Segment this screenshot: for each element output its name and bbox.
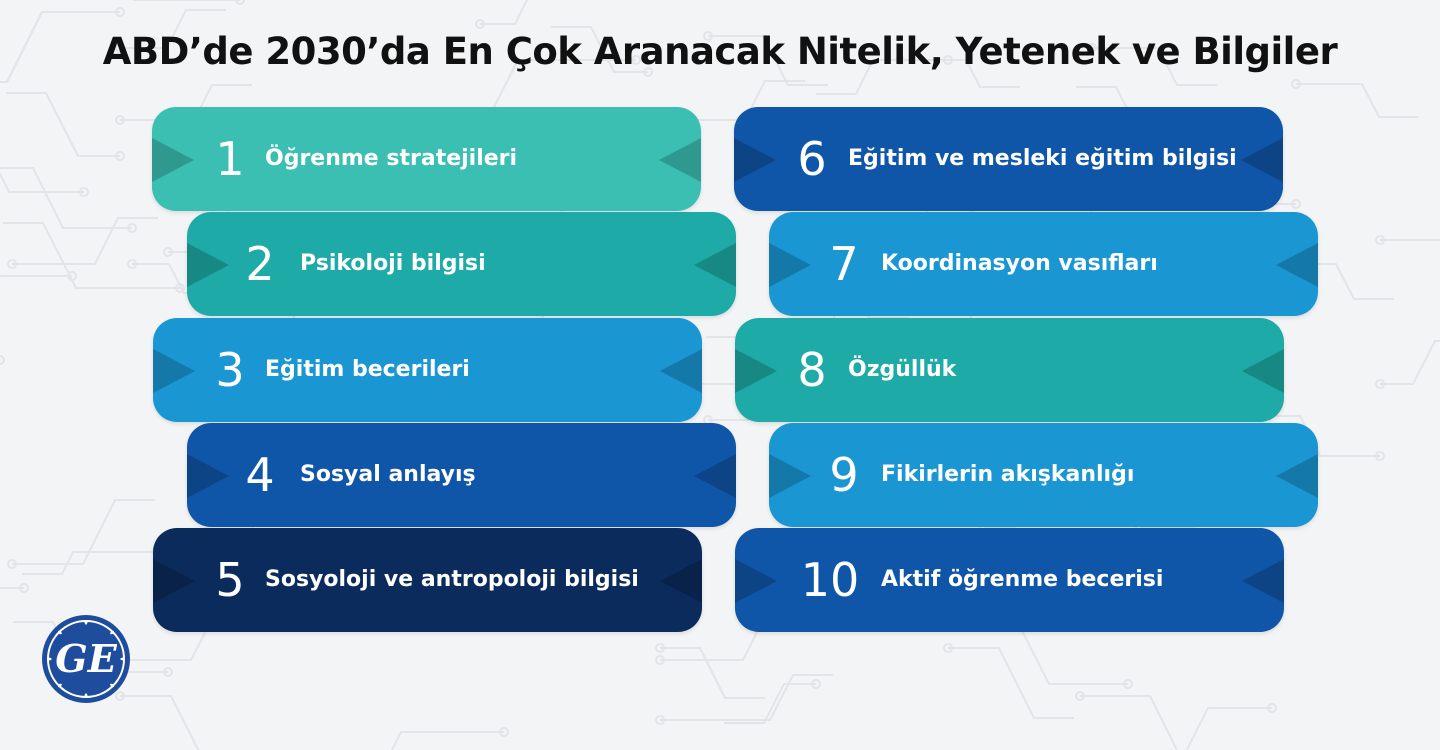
- item-label: Psikoloji bilgisi: [300, 251, 486, 276]
- arrow-right-icon: [1242, 349, 1284, 393]
- skill-card-10: [735, 528, 1284, 632]
- skill-card-1: [152, 107, 701, 211]
- item-number: 6: [797, 132, 827, 186]
- item-number: 5: [215, 553, 245, 607]
- item-label: Eğitim ve mesleki eğitim bilgisi: [848, 146, 1237, 171]
- item-number: 3: [215, 343, 245, 397]
- item-label: Özgüllük: [848, 357, 957, 382]
- item-number: 2: [245, 237, 275, 291]
- item-number: 7: [829, 237, 859, 291]
- arrow-left-icon: [153, 349, 195, 393]
- arrow-left-icon: [187, 454, 229, 498]
- arrow-left-icon: [734, 138, 776, 182]
- arrow-left-icon: [152, 138, 194, 182]
- skill-card-8: [735, 318, 1284, 422]
- svg-text:GE: GE: [55, 636, 117, 681]
- skill-card-5: [153, 528, 702, 632]
- item-number: 9: [829, 448, 859, 502]
- arrow-left-icon: [735, 559, 777, 603]
- arrow-left-icon: [153, 559, 195, 603]
- item-label: Aktif öğrenme becerisi: [881, 567, 1164, 592]
- item-label: Sosyal anlayış: [300, 462, 476, 487]
- arrow-right-icon: [694, 454, 736, 498]
- arrow-right-icon: [1241, 138, 1283, 182]
- item-label: Öğrenme stratejileri: [265, 146, 518, 171]
- arrow-right-icon: [660, 559, 702, 603]
- arrow-left-icon: [769, 243, 811, 287]
- item-number: 4: [245, 448, 275, 502]
- item-number: 8: [797, 343, 827, 397]
- page-title: ABD’de 2030’da En Çok Aranacak Nitelik, Yetenek ve Bilgiler: [102, 30, 1338, 73]
- skill-card-3: [153, 318, 702, 422]
- arrow-right-icon: [659, 138, 701, 182]
- item-label: Koordinasyon vasıfları: [881, 251, 1158, 276]
- arrow-right-icon: [660, 349, 702, 393]
- skill-card-2: [187, 212, 736, 316]
- arrow-right-icon: [1276, 454, 1318, 498]
- item-number: 1: [215, 132, 245, 186]
- arrow-right-icon: [694, 243, 736, 287]
- item-label: Eğitim becerileri: [265, 357, 470, 382]
- skill-card-4: [187, 423, 736, 527]
- arrow-right-icon: [1242, 559, 1284, 603]
- item-label: Fikirlerin akışkanlığı: [881, 462, 1135, 487]
- arrow-left-icon: [187, 243, 229, 287]
- ge-logo-icon: [41, 614, 131, 704]
- skill-card-6: [734, 107, 1283, 211]
- arrow-left-icon: [735, 349, 777, 393]
- skill-card-9: [769, 423, 1318, 527]
- item-label: Sosyoloji ve antropoloji bilgisi: [265, 567, 639, 592]
- arrow-left-icon: [769, 454, 811, 498]
- item-number: 10: [800, 553, 860, 607]
- arrow-right-icon: [1276, 243, 1318, 287]
- skill-card-7: [769, 212, 1318, 316]
